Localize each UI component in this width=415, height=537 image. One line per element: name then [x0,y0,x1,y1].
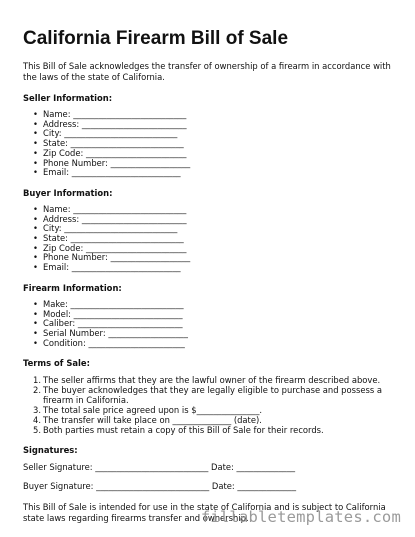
bullet-icon: • [33,157,38,168]
bullet-icon: • [33,233,38,244]
item-text: The seller affirms that they are the lawful owner of the firearm described above. [43,375,381,386]
bullet-icon: • [33,167,38,178]
bullet-icon: • [33,138,38,149]
field-label: Zip Code: ________________________ [43,242,187,253]
item-text: The transfer will take place on ______________ (date). [43,415,262,426]
terms-list [23,375,395,435]
item-number: 5. [33,425,41,436]
bullet-icon: • [33,327,38,338]
terms-item [33,385,395,405]
firearm-fields [23,300,395,349]
field-label: Phone Number: ___________________ [43,252,191,263]
intro-paragraph: This Bill of Sale acknowledges the transfer of ownership of a firearm in accordance with the laws of the state of California. [23,61,391,82]
bullet-icon: • [33,298,38,309]
signatures-heading: Signatures: [23,445,78,456]
terms-item [33,375,395,385]
item-number: 4. [33,415,41,426]
buyer-signature-line[interactable]: Buyer Signature: ___________________________ Date: ______________ [23,481,297,492]
field-label: Condition: _______________________ [43,337,185,348]
item-number: 2. [33,385,41,396]
item-number: 1. [33,375,41,386]
bullet-icon: • [33,262,38,273]
watermark-text: fillabletemplates.com [200,508,401,526]
terms-item [33,425,395,435]
field-label: Address: _________________________ [43,213,187,224]
bullet-icon: • [33,337,38,348]
field-label: Email: __________________________ [43,262,181,273]
bullet-icon: • [33,118,38,129]
field-label: Make: ___________________________ [43,298,184,309]
item-text: Both parties must retain a copy of this Bill of Sale for their records. [43,425,324,436]
bullet-icon: • [33,223,38,234]
field-label: State: ___________________________ [43,138,184,149]
bullet-icon: • [33,213,38,224]
terms-item[interactable] [33,415,395,425]
field-label: Caliber: _________________________ [43,318,183,329]
field-label: Name: ___________________________ [43,109,187,119]
field-label: Model: __________________________ [43,308,183,319]
item-number: 3. [33,405,41,416]
bullet-icon: • [33,109,38,119]
terms-item[interactable] [33,405,395,415]
field-label: State: ___________________________ [43,233,184,244]
seller-field-email[interactable] [33,168,395,178]
seller-fields [23,110,395,178]
seller-signature-line[interactable]: Seller Signature: ___________________________ Date: ______________ [23,462,296,473]
bill-of-sale-document [23,28,395,524]
firearm-heading: Firearm Information: [23,282,122,293]
item-text: The total sale price agreed upon is $_______________. [43,405,263,416]
terms-heading: Terms of Sale: [23,358,90,369]
field-label: Serial Number: ___________________ [43,327,188,338]
field-label: Zip Code: ________________________ [43,147,187,158]
buyer-fields [23,205,395,273]
field-label: Phone Number: ___________________ [43,157,191,168]
firearm-field-condition[interactable] [33,339,395,349]
bullet-icon: • [33,128,38,139]
field-label: Name: ___________________________ [43,203,187,214]
document-title: California Firearm Bill of Sale [23,28,289,49]
field-label: City: ___________________________ [43,128,178,139]
bullet-icon: • [33,242,38,253]
bullet-icon: • [33,252,38,263]
bullet-icon: • [33,203,38,214]
buyer-field-email[interactable] [33,263,395,273]
item-text: The buyer acknowledges that they are legally eligible to purchase and possess a [43,385,383,396]
buyer-heading: Buyer Information: [23,187,113,198]
bullet-icon: • [33,308,38,319]
footer-paragraph: This Bill of Sale is intended for use in the state of California and is subject to California state laws regarding firearms transfer and ownership. [23,502,386,524]
item-text-continued: firearm in California. [43,395,129,406]
seller-heading: Seller Information: [23,93,113,103]
bullet-icon: • [33,147,38,158]
field-label: Address: _________________________ [43,118,187,129]
bullet-icon: • [33,318,38,329]
field-label: City: ___________________________ [43,223,178,234]
field-label: Email: __________________________ [43,167,181,178]
